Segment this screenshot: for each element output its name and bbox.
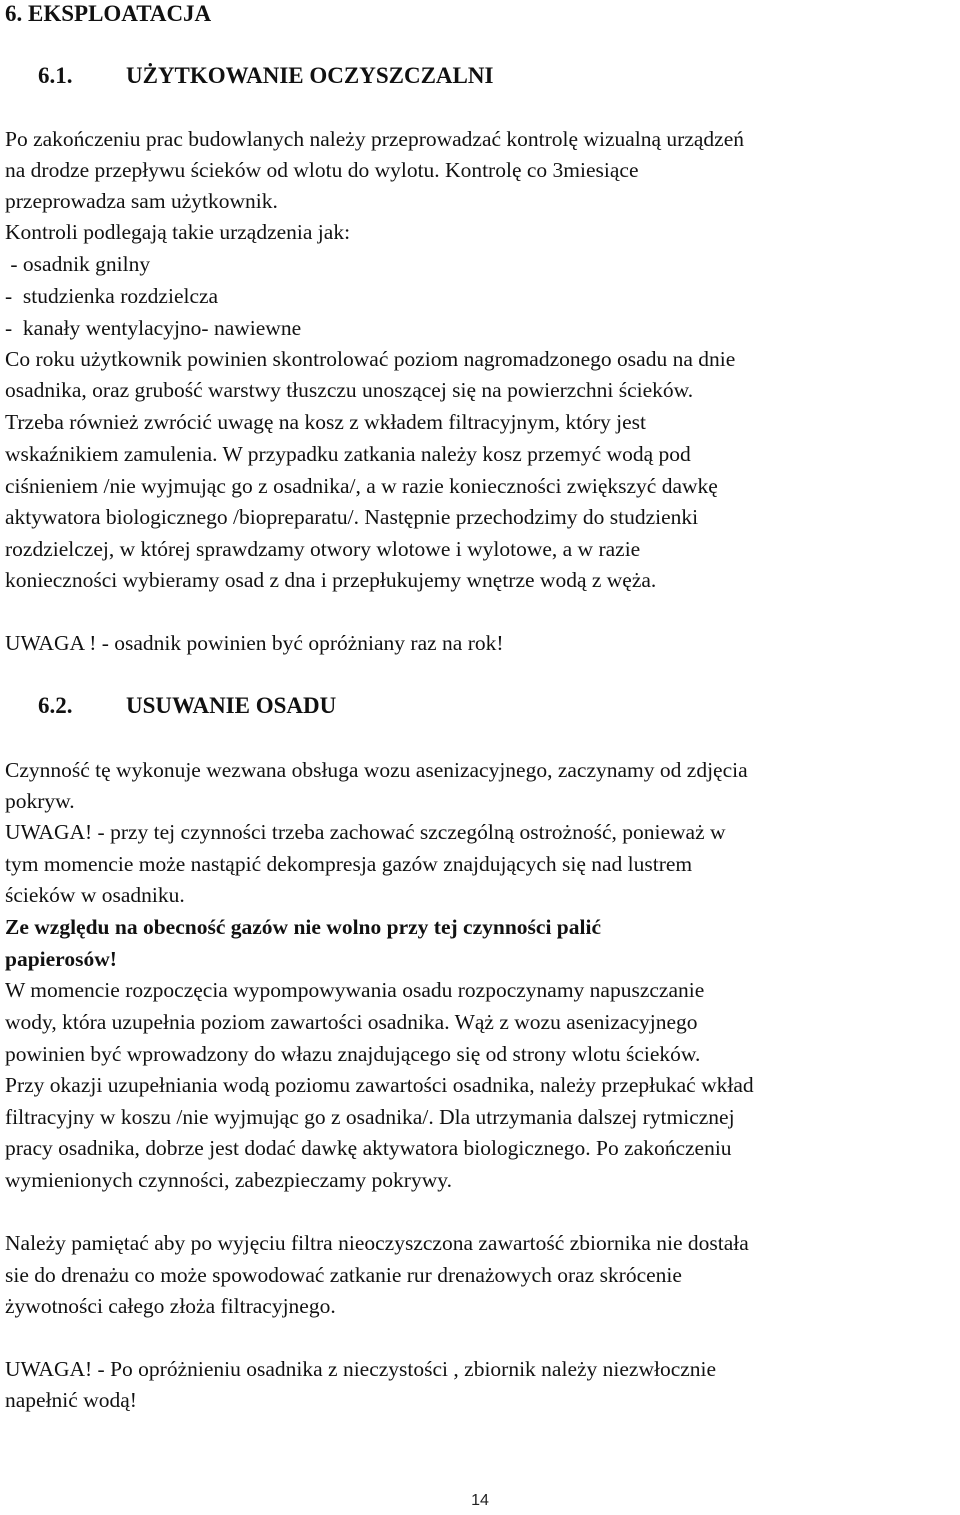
text-line: pracy osadnika, dobrze jest dodać dawkę aktywatora biologicznego. Po zakończeniu bbox=[5, 1136, 732, 1160]
text-line: UWAGA! - przy tej czynności trzeba zachować szczególną ostrożność, ponieważ w bbox=[5, 820, 726, 844]
section-number: 6.1. bbox=[38, 63, 73, 88]
text-line: filtracyjny w koszu /nie wyjmując go z osadnika/. Dla utrzymania dalszej rytmicznej bbox=[5, 1105, 735, 1129]
text-line: Przy okazji uzupełniania wodą poziomu zawartości osadnika, należy przepłukać wkład bbox=[5, 1073, 754, 1097]
chapter-heading: 6. EKSPLOATACJA bbox=[5, 1, 212, 26]
text-line: Czynność tę wykonuje wezwana obsługa wozu asenizacyjnego, zaczynamy od zdjęcia bbox=[5, 758, 748, 782]
text-line: przeprowadza sam użytkownik. bbox=[5, 189, 278, 213]
section-number: 6.2. bbox=[38, 693, 73, 718]
section-title: UŻYTKOWANIE OCZYSZCZALNI bbox=[126, 63, 494, 88]
text-line: sie do drenażu co może spowodować zatkanie rur drenażowych oraz skrócenie bbox=[5, 1263, 682, 1287]
text-line: osadnika, oraz grubość warstwy tłuszczu unoszącej się na powierzchni ścieków. bbox=[5, 378, 694, 402]
text-line: ścieków w osadniku. bbox=[5, 883, 185, 907]
text-line: Kontroli podlegają takie urządzenia jak: bbox=[5, 220, 351, 244]
page-number: 14 bbox=[471, 1492, 489, 1509]
list-item: - studzienka rozdzielcza bbox=[5, 284, 219, 308]
text-line: Należy pamiętać aby po wyjęciu filtra nieoczyszczona zawartość zbiornika nie dostała bbox=[5, 1231, 749, 1255]
text-line: konieczności wybieramy osad z dna i przepłukujemy wnętrze wodą z węża. bbox=[5, 568, 657, 592]
text-line: rozdzielczej, w której sprawdzamy otwory wlotowe i wylotowe, a w razie bbox=[5, 537, 641, 561]
list-item: - osadnik gnilny bbox=[5, 252, 151, 276]
text-line: Trzeba również zwrócić uwagę na kosz z wkładem filtracyjnym, który jest bbox=[5, 410, 647, 434]
text-line: ciśnieniem /nie wyjmując go z osadnika/, a w razie konieczności zwiększyć dawkę bbox=[5, 474, 718, 498]
text-line: wskaźnikiem zamulenia. W przypadku zatkania należy kosz przemyć wodą pod bbox=[5, 442, 691, 466]
text-line: napełnić wodą! bbox=[5, 1388, 137, 1412]
text-line: tym momencie może nastąpić dekompresja gazów znajdujących się nad lustrem bbox=[5, 852, 693, 876]
list-item: - kanały wentylacyjno- nawiewne bbox=[5, 316, 302, 340]
warning-annual-emptying: UWAGA ! - osadnik powinien być opróżniany raz na rok! bbox=[5, 631, 504, 655]
text-line: powinien być wprowadzony do włazu znajdującego się od strony wlotu ścieków. bbox=[5, 1042, 701, 1066]
text-line: UWAGA! - Po opróżnieniu osadnika z nieczystości , zbiornik należy niezwłocznie bbox=[5, 1357, 717, 1381]
section-title: USUWANIE OSADU bbox=[126, 693, 337, 718]
text-line: na drodze przepływu ścieków od wlotu do wylotu. Kontrolę co 3miesiące bbox=[5, 158, 639, 182]
text-line: pokryw. bbox=[5, 789, 75, 813]
bold-warning-line: papierosów! bbox=[5, 947, 117, 971]
text-line: wody, która uzupełnia poziom zawartości osadnika. Wąż z wozu asenizacyjnego bbox=[5, 1010, 698, 1034]
bold-warning-line: Ze względu na obecność gazów nie wolno przy tej czynności palić bbox=[5, 915, 601, 939]
text-line: W momencie rozpoczęcia wypompowywania osadu rozpoczynamy napuszczanie bbox=[5, 978, 705, 1002]
text-line: żywotności całego złoża filtracyjnego. bbox=[5, 1294, 336, 1318]
text-line: Po zakończeniu prac budowlanych należy przeprowadzać kontrolę wizualną urządzeń bbox=[5, 127, 745, 151]
text-line: Co roku użytkownik powinien skontrolować poziom nagromadzonego osadu na dnie bbox=[5, 347, 736, 371]
text-line: wymienionych czynności, zabezpieczamy pokrywy. bbox=[5, 1168, 452, 1192]
text-line: aktywatora biologicznego /biopreparatu/. Następnie przechodzimy do studzienki bbox=[5, 505, 699, 529]
